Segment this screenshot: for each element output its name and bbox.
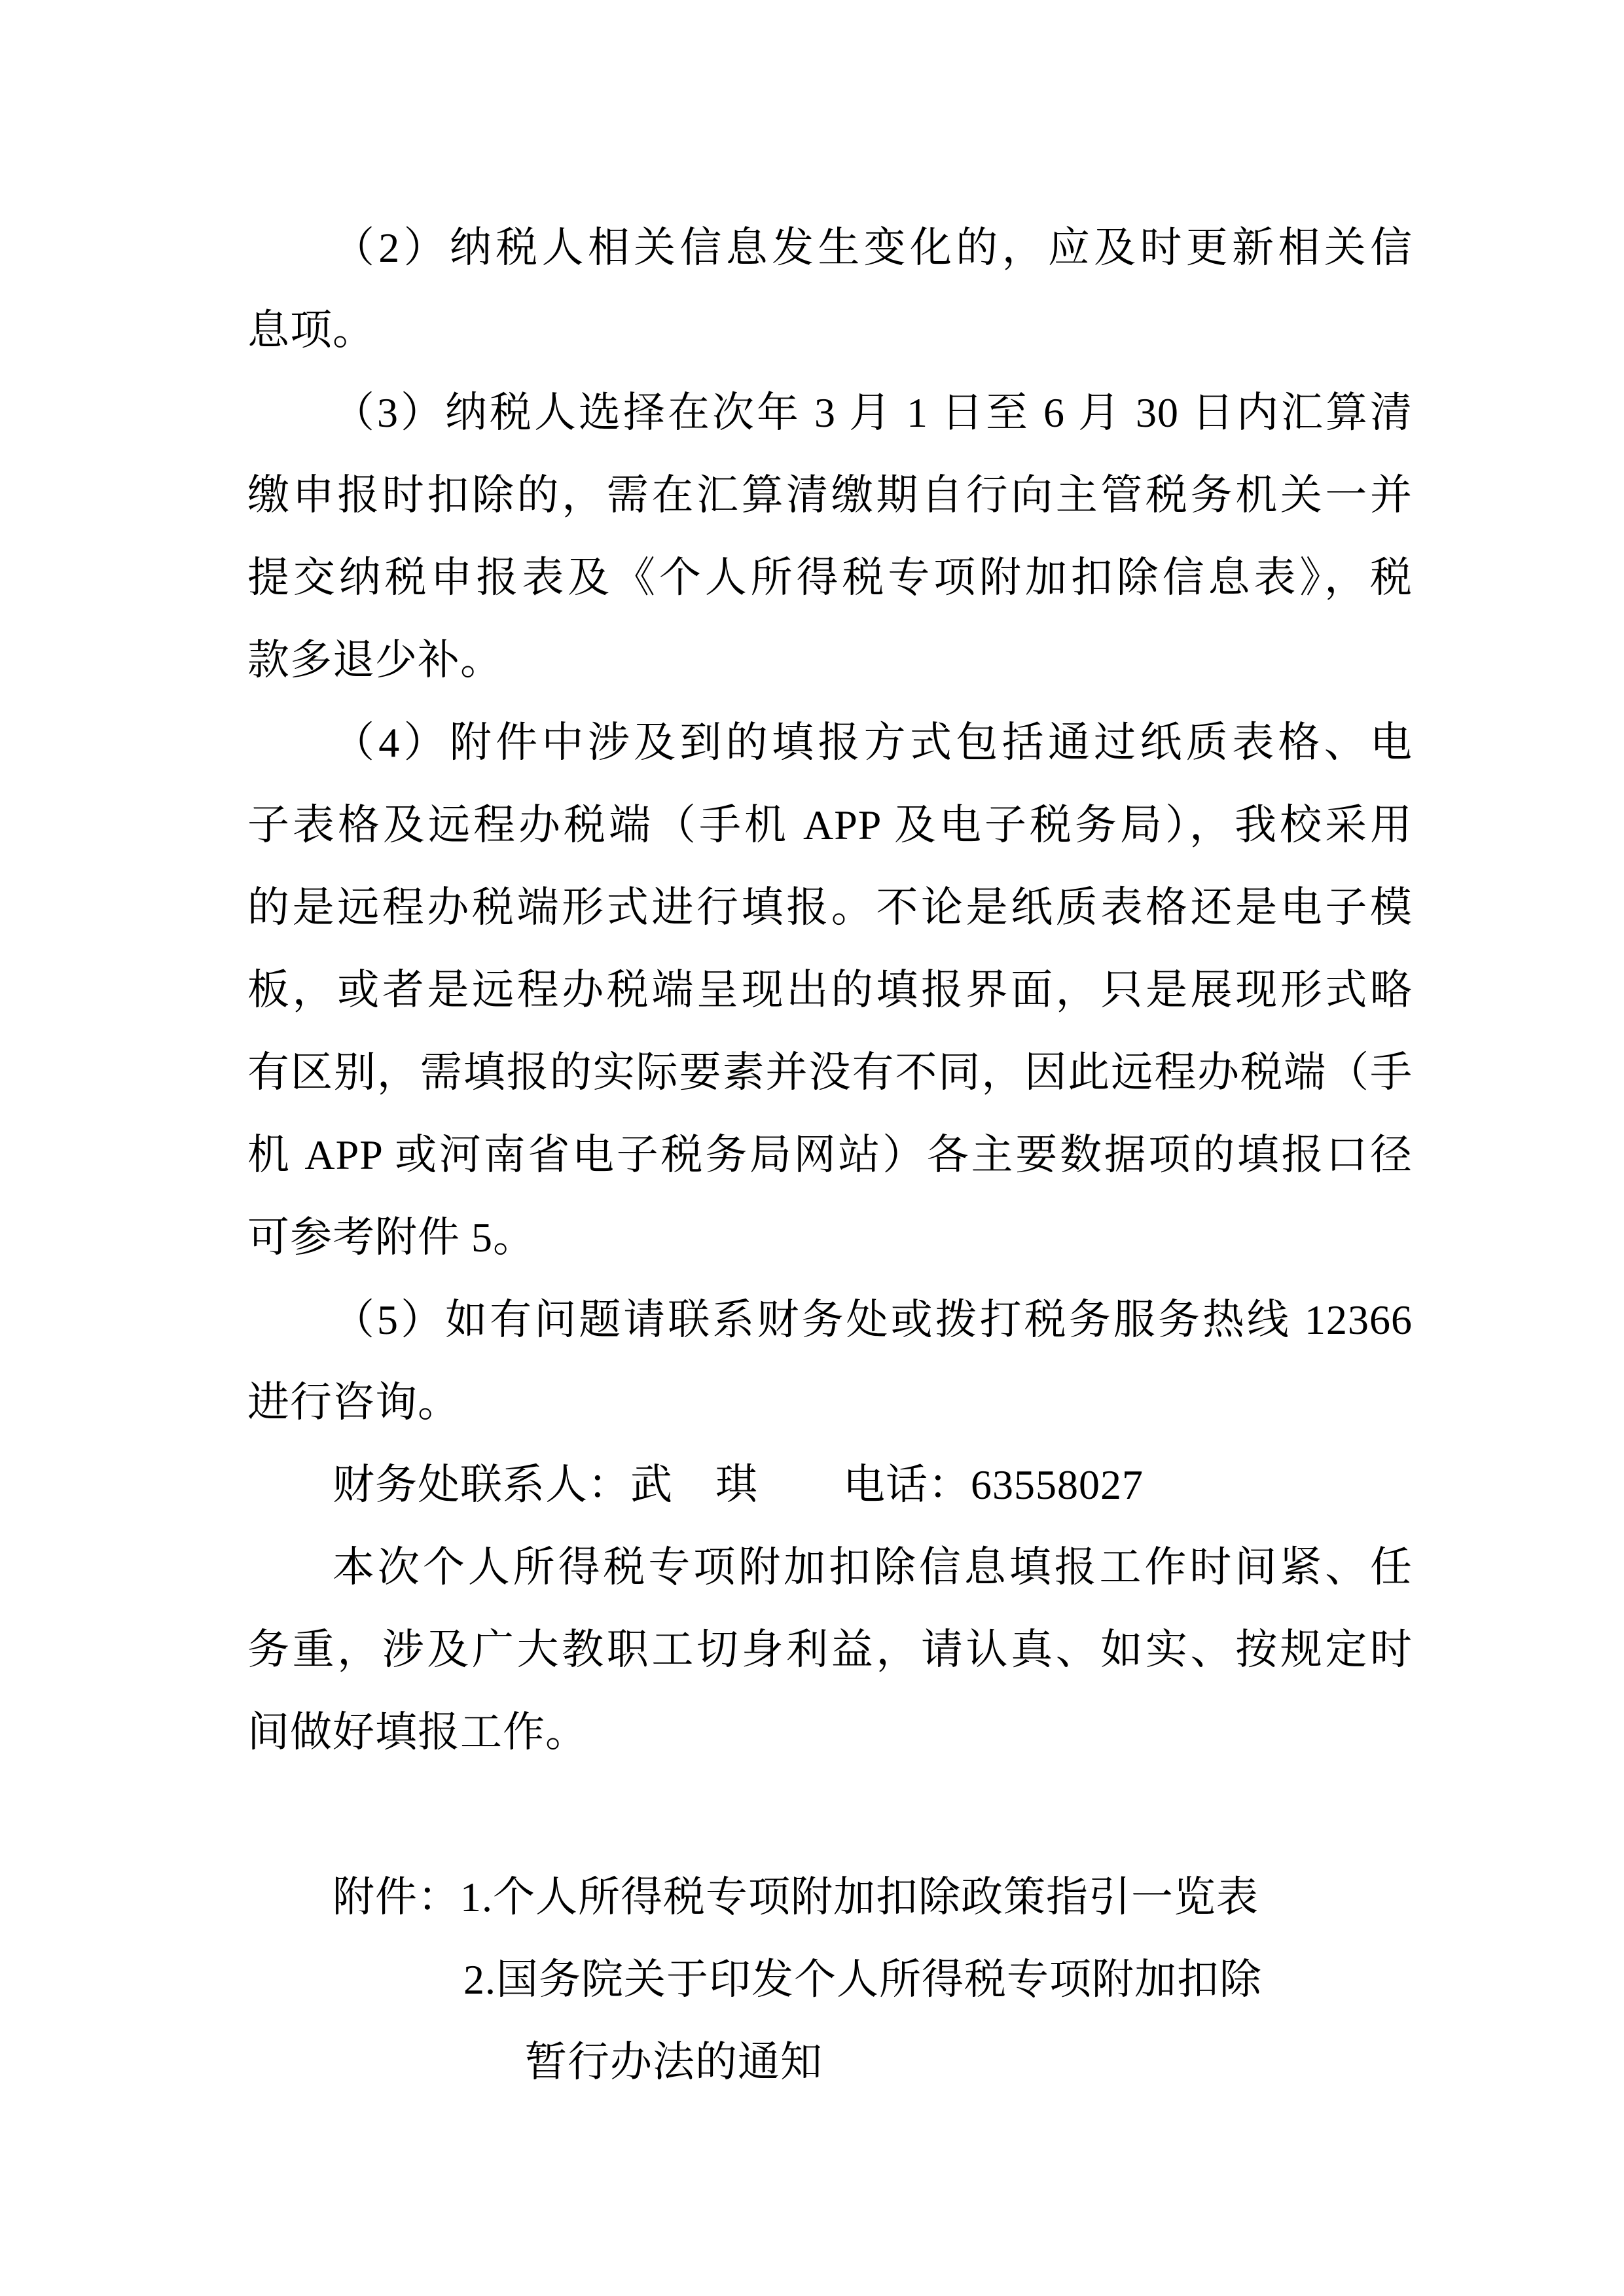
document-line: 进行咨询。 xyxy=(247,1379,460,1426)
document-line: （2）纳税人相关信息发生变化的，应及时更新相关信 xyxy=(333,224,1413,271)
document-line: （4）附件中涉及到的填报方式包括通过纸质表格、电 xyxy=(333,719,1413,766)
document-line: 本次个人所得税专项附加扣除信息填报工作时间紧、任 xyxy=(333,1544,1413,1590)
attachments-line: 暂行办法的通知 xyxy=(525,2039,823,2085)
document-body xyxy=(247,207,1413,2104)
blank-line xyxy=(247,1774,1413,1856)
document-line: 有区别，需填报的实际要素并没有不同，因此远程办税端（手 xyxy=(247,1049,1413,1096)
document-line: 息项。 xyxy=(247,307,375,353)
document-line: 机 APP 或河南省电子税务局网站）各主要数据项的填报口径 xyxy=(247,1132,1413,1178)
document-line: 的是远程办税端形式进行填报。不论是纸质表格还是电子模 xyxy=(247,884,1413,931)
document-line: 缴申报时扣除的，需在汇算清缴期自行向主管税务机关一并 xyxy=(247,472,1413,518)
document-line: 可参考附件 5。 xyxy=(247,1214,535,1261)
attachments-line: 附件：1.个人所得税专项附加扣除政策指引一览表 xyxy=(333,1874,1259,1920)
document-line: （3）纳税人选择在次年 3 月 1 日至 6 月 30 日内汇算清 xyxy=(333,389,1413,436)
document-line: （5）如有问题请联系财务处或拨打税务服务热线 12366 xyxy=(333,1297,1413,1343)
document-line: 间做好填报工作。 xyxy=(247,1709,588,1755)
document-line: 板，或者是远程办税端呈现出的填报界面，只是展现形式略 xyxy=(247,967,1413,1013)
attachments-line: 2.国务院关于印发个人所得税专项附加扣除 xyxy=(463,1956,1262,2003)
document-line: 子表格及远程办税端（手机 APP 及电子税务局），我校采用 xyxy=(247,802,1413,848)
document-line: 务重，涉及广大教职工切身利益，请认真、如实、按规定时 xyxy=(247,1626,1413,1673)
contact-line: 财务处联系人：武 琪 电话：63558027 xyxy=(333,1462,1144,1508)
document-line: 款多退少补。 xyxy=(247,637,503,683)
document-line: 提交纳税申报表及《个人所得税专项附加扣除信息表》，税 xyxy=(247,554,1413,601)
